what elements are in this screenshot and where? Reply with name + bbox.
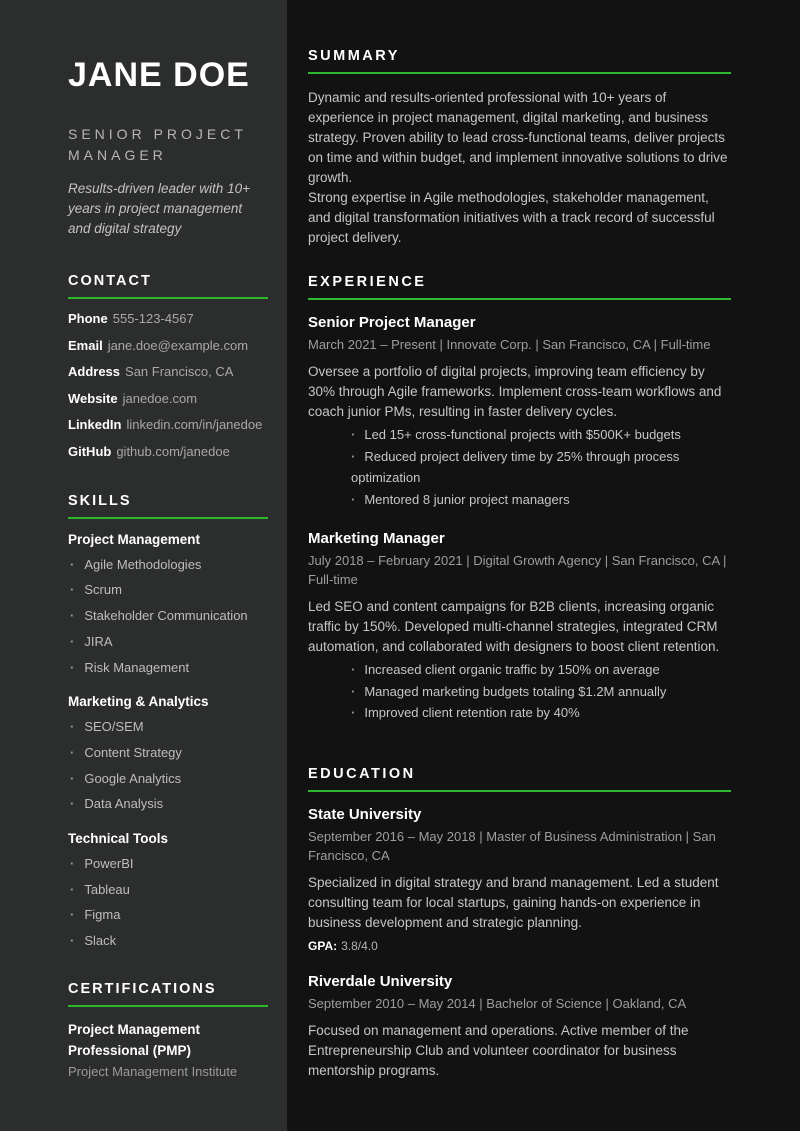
skill-group-name: Project Management <box>68 531 201 547</box>
experience-heading: EXPERIENCE <box>308 274 731 300</box>
skill-item: · JIRA <box>68 635 268 649</box>
skill-group-project-management <box>68 532 268 675</box>
school-name: State University <box>308 805 422 823</box>
education-entry-riverdale-university <box>308 973 731 1081</box>
job-title: Marketing Manager <box>308 530 445 547</box>
skill-item: · Content Strategy <box>68 746 268 760</box>
skill-item: · Tableau <box>68 883 268 897</box>
contact-label-address: Address <box>68 364 121 380</box>
skill-item: · Risk Management <box>68 661 268 675</box>
certifications-heading: CERTIFICATIONS <box>68 981 268 1007</box>
education-entry-state-university <box>308 806 731 953</box>
skill-item: · PowerBI <box>68 857 268 871</box>
school-name: Riverdale University <box>308 972 453 990</box>
contact-label-email: Email <box>68 337 103 353</box>
gpa-value: 3.8/4.0 <box>341 938 378 953</box>
gpa-label: GPA: <box>308 938 338 953</box>
summary-section <box>308 48 731 248</box>
job-bullet: · Increased client organic traffic by 150% on average <box>351 659 731 681</box>
school-meta: September 2010 – May 2014 | Bachelor of Science | Oakland, CA <box>308 995 687 1011</box>
contact-row-address <box>68 365 268 380</box>
main-content <box>287 0 800 1131</box>
contact-row-github <box>68 445 268 460</box>
education-section <box>308 766 731 1081</box>
contact-label-phone: Phone <box>68 311 108 327</box>
skill-item: · Agile Methodologies <box>68 558 268 572</box>
skills-heading: SKILLS <box>68 493 268 519</box>
contact-row-phone <box>68 312 268 327</box>
job-bullet-list <box>308 659 731 724</box>
skill-group-name: Technical Tools <box>68 830 169 846</box>
job-description: Oversee a portfolio of digital projects, improving team efficiency by 30% through Agile frameworks. Implement cross-team workflows and coach junior PMs, resulting in faster delivery cycles. <box>308 364 722 419</box>
person-job-title: SENIOR PROJECT MANAGER <box>68 125 247 163</box>
job-bullet-list <box>308 424 731 510</box>
job-title: Senior Project Manager <box>308 314 476 331</box>
sidebar <box>0 0 287 1131</box>
experience-section <box>308 274 731 724</box>
contact-value-email: jane.doe@example.com <box>107 337 249 353</box>
summary-heading: SUMMARY <box>308 48 731 74</box>
skill-item: · Data Analysis <box>68 797 268 811</box>
skill-group-technical-tools <box>68 831 268 949</box>
contact-row-email <box>68 339 268 354</box>
skill-group-marketing-analytics <box>68 694 268 812</box>
contact-row-website <box>68 392 268 407</box>
person-name: JANE DOE <box>68 56 250 94</box>
skill-item: · Scrum <box>68 583 268 597</box>
job-bullet: · Mentored 8 junior project managers <box>351 489 731 511</box>
job-bullet: · Reduced project delivery time by 25% through process optimization <box>351 446 731 489</box>
contact-label-github: GitHub <box>68 443 112 459</box>
education-heading: EDUCATION <box>308 766 731 792</box>
certifications-section <box>68 981 268 1079</box>
job-meta: March 2021 – Present | Innovate Corp. | San Francisco, CA | Full-time <box>308 337 711 352</box>
experience-entry-senior-project-manager <box>308 314 731 510</box>
skills-section <box>68 493 268 949</box>
skill-item: · Google Analytics <box>68 772 268 786</box>
contact-value-linkedin: linkedin.com/in/janedoe <box>126 417 263 433</box>
certification-name: Project Management Professional (PMP) <box>68 1022 201 1058</box>
contact-value-phone: 555-123-4567 <box>112 311 194 327</box>
contact-label-website: Website <box>68 390 118 406</box>
job-bullet: · Led 15+ cross-functional projects with $500K+ budgets <box>351 424 731 446</box>
job-meta: July 2018 – February 2021 | Digital Growth Agency | San Francisco, CA | Full-time <box>308 553 727 587</box>
skill-item: · Figma <box>68 908 268 922</box>
experience-entry-marketing-manager <box>308 530 731 724</box>
contact-value-address: San Francisco, CA <box>125 364 234 380</box>
school-description: Focused on management and operations. Active member of the Entrepreneurship Club and volunteer coordinator for business mentorship programs. <box>308 1022 689 1078</box>
school-description: Specialized in digital strategy and brand management. Led a student consulting team for local startups, gaining hands-on experience in business development and strategic planning. <box>308 874 719 930</box>
skill-item: · SEO/SEM <box>68 720 268 734</box>
job-description: Led SEO and content campaigns for B2B clients, increasing organic traffic by 150%. Developed multi-channel strategies, integrated CRM automation, and collaborated with designers to boost client retention. <box>308 599 720 654</box>
skill-item: · Stakeholder Communication <box>68 609 268 623</box>
job-bullet: · Managed marketing budgets totaling $1.2M annually <box>351 681 731 703</box>
contact-heading: CONTACT <box>68 273 268 299</box>
contact-value-github: github.com/janedoe <box>116 443 230 459</box>
job-bullet: · Improved client retention rate by 40% <box>351 702 731 724</box>
school-meta: September 2016 – May 2018 | Master of Business Administration | San Francisco, CA <box>308 828 716 863</box>
certification-issuer: Project Management Institute <box>68 1063 238 1079</box>
summary-paragraph: Dynamic and results-oriented professional with 10+ years of experience in project management, digital marketing, and business strategy. Proven ability to lead cross-functional teams, deliver projects on time and within budget, and implement innovative solutions to drive growth. <box>308 90 728 185</box>
contact-value-website: janedoe.com <box>122 390 198 406</box>
summary-text <box>308 88 731 248</box>
gpa-row <box>308 939 731 953</box>
skill-group-name: Marketing & Analytics <box>68 694 209 710</box>
contact-section <box>68 273 268 459</box>
contact-label-linkedin: LinkedIn <box>68 417 122 433</box>
contact-row-linkedin <box>68 418 268 433</box>
skill-item: · Slack <box>68 934 268 948</box>
person-tagline: Results-driven leader with 10+ years in project management and digital strategy <box>68 180 250 237</box>
summary-paragraph: Strong expertise in Agile methodologies, stakeholder management, and digital transformation initiatives with a track record of successful project delivery. <box>308 190 715 245</box>
